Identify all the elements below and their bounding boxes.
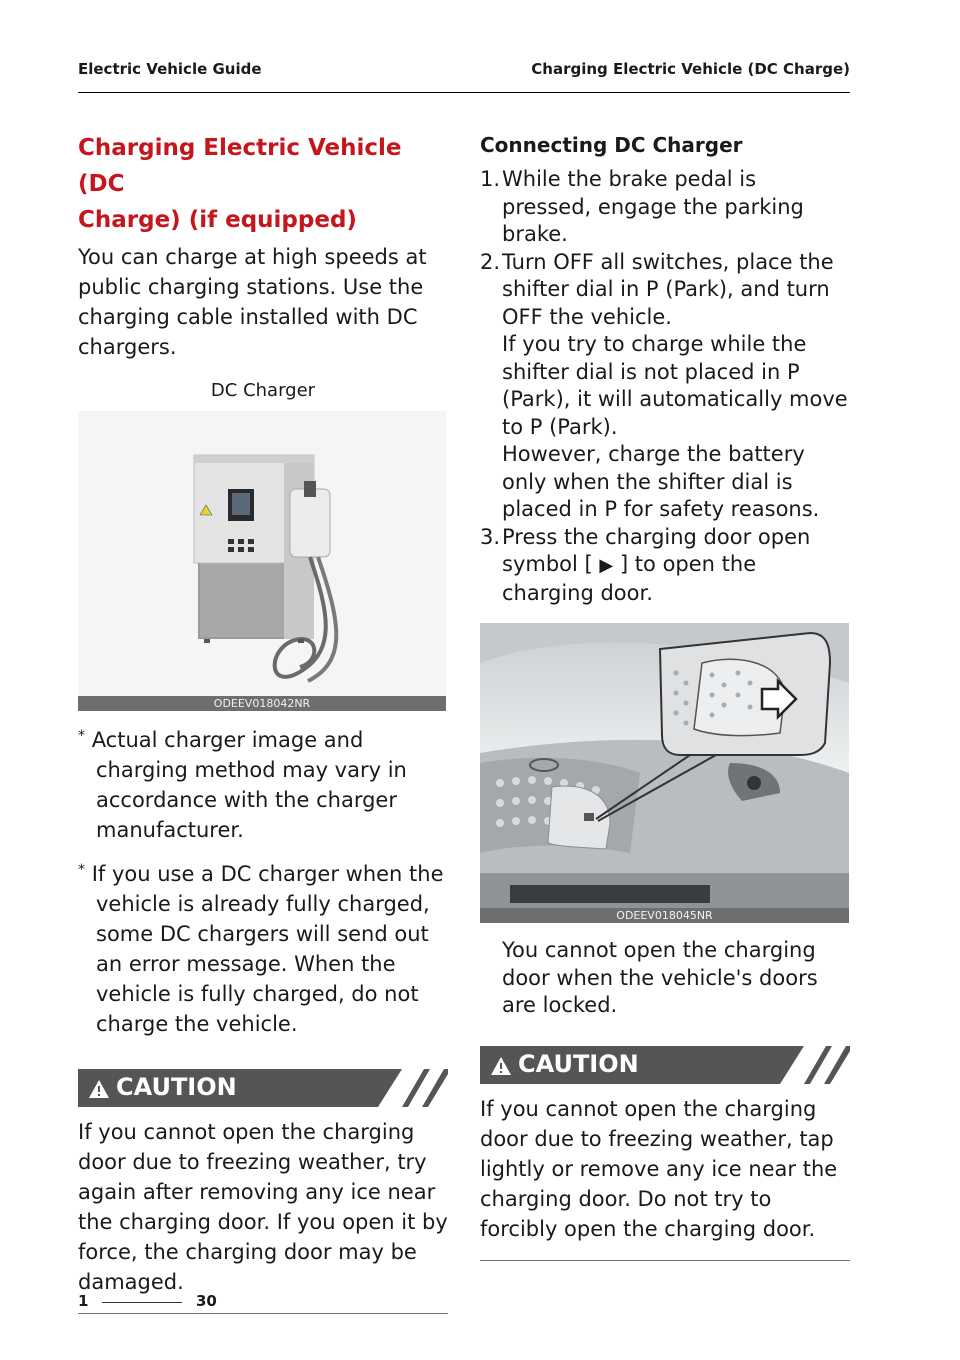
caution-stripes	[378, 1069, 448, 1107]
step-2-note-1: If you try to charge while the shifter dial is not placed in P (Park), it will automatically move to P (Park).	[502, 332, 848, 439]
section-number: 1	[78, 1292, 89, 1310]
intro-paragraph: You can charge at high speeds at public charging stations. Use the charging cable installed with DC chargers.	[78, 245, 427, 359]
figure-caption: DC Charger	[210, 380, 316, 401]
warning-icon	[490, 1056, 512, 1076]
left-column	[78, 130, 448, 1314]
step-list	[480, 166, 850, 607]
running-header-left: Electric Vehicle Guide	[78, 60, 262, 78]
step-text-after: ] to open the charging door.	[502, 552, 757, 605]
step-2	[480, 249, 850, 524]
dc-charger-image	[78, 411, 446, 711]
caution-text: If you cannot open the charging door due to freezing weather, tap lightly or remove any ice near the charging door. Do not try to forcibly open the charging door.	[480, 1096, 838, 1241]
step-1	[480, 166, 850, 249]
caution-banner	[78, 1069, 448, 1107]
page-number: 30	[196, 1292, 217, 1310]
caution-stripes	[780, 1046, 850, 1084]
caution-label: CAUTION	[518, 1049, 639, 1078]
locked-door-note: You cannot open the charging door when the vehicle's doors are locked.	[502, 938, 818, 1017]
footnote-marker: *	[78, 862, 85, 878]
step-2-note-2: However, charge the battery only when the shifter dial is placed in P for safety reasons.	[502, 442, 820, 521]
subheading: Connecting DC Charger	[480, 133, 743, 157]
section-title-line2: Charge) (if equipped)	[78, 207, 357, 233]
right-column	[480, 130, 850, 1261]
step-text: While the brake pedal is pressed, engage the parking brake.	[502, 167, 804, 246]
step-number: 1.	[480, 167, 501, 191]
footnote-2-text: If you use a DC charger when the vehicle is already fully charged, some DC chargers will send out an error message. When the vehicle is fully charged, do not charge the vehicle.	[91, 862, 444, 1036]
vehicle-front-illustration	[480, 623, 849, 923]
section-end-rule	[78, 1313, 448, 1314]
header-rule	[78, 92, 850, 93]
running-header-right: Charging Electric Vehicle (DC Charge)	[531, 60, 850, 78]
charging-door-image	[480, 623, 849, 923]
section-title	[78, 130, 448, 238]
caution-label: CAUTION	[116, 1073, 237, 1101]
footnote-1	[78, 721, 448, 845]
figure-code: ODEEV018045NR	[480, 908, 849, 923]
step-number: 2.	[480, 249, 501, 274]
section-title-line1: Charging Electric Vehicle (DC	[78, 135, 402, 197]
dc-charger-illustration	[78, 411, 446, 711]
footnote-2	[78, 855, 448, 1039]
footnote-1-text: Actual charger image and charging method may vary in accordance with the charger manufacturer.	[91, 728, 407, 842]
footer-rule	[102, 1302, 182, 1303]
step-3	[480, 524, 850, 608]
section-end-rule	[480, 1260, 850, 1261]
caution-text: If you cannot open the charging door due to freezing weather, try again after removing any ice near the charging door. If you open it by force, the charging door may be damaged.	[78, 1120, 448, 1294]
step-number: 3.	[480, 524, 501, 549]
footnote-marker: *	[78, 728, 85, 744]
step-text-before: Press the charging door open symbol [	[502, 524, 811, 576]
figure-code: ODEEV018042NR	[78, 696, 446, 711]
step-text: Turn OFF all switches, place the shifter dial in P (Park), and turn OFF the vehicle.	[502, 249, 834, 329]
warning-icon	[88, 1079, 110, 1099]
play-icon: ▶	[599, 555, 614, 576]
caution-banner	[480, 1046, 850, 1084]
